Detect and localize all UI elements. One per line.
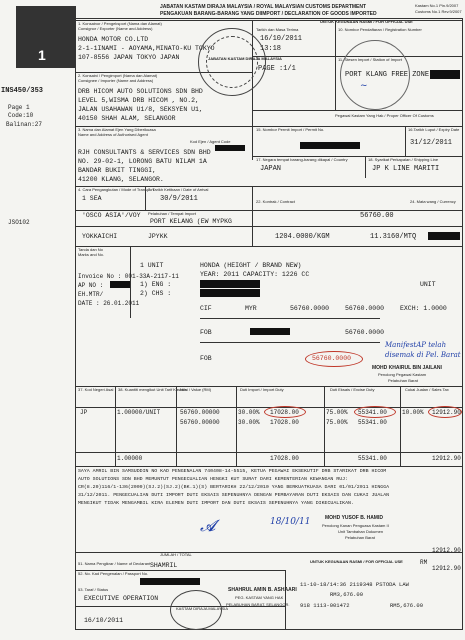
exchange-rate: EXCH: 1.0000	[400, 305, 447, 312]
received-date: 16/10/2011	[260, 35, 303, 43]
tax-circle	[428, 406, 462, 418]
contract-label: 22. Kontrak / Contract	[256, 199, 295, 204]
permit-label: 15. Nombor Permit Import / Permit No.	[256, 127, 325, 132]
declarant-status: EXECUTIVE OPERATION	[84, 595, 159, 602]
remark-line-1: SAYA AMRIL BIN SAMSUDDIN NO KAD PENGENALAN 740408-14-5515, KETUA PEGAWAI EKSEKUTIF DRB STARIKAT DRB HICOM	[78, 469, 387, 474]
shipping-line-label: 18. Syarikat Perkapalan / Shipping Line	[368, 157, 439, 162]
redaction	[110, 281, 130, 288]
port-of-loading: YOKKAICHI	[82, 233, 118, 240]
eh-number: EH.MTR/	[78, 291, 104, 298]
total-excise: 55341.00	[358, 455, 387, 462]
bottom-stamp-text: KASTAM DIRAJA MALAYSIA	[176, 606, 229, 611]
redaction	[200, 289, 260, 297]
grand-total-label: JUMLAH / TOTAL	[160, 552, 192, 557]
transport-mode: 1 SEA	[82, 195, 102, 202]
row1-duty-rate: 30.00%	[238, 409, 260, 416]
transport-label: 4. Cara Pengangkutan / Mode of Transport	[78, 187, 154, 192]
received-time: 13:18	[260, 45, 282, 53]
station-label: 11. Stesen Import / Station of Import	[338, 57, 402, 62]
grand-total-amount: 12912.90	[432, 565, 461, 572]
cif-label: CIF	[200, 305, 212, 312]
manifest-note-1: ManifestAP telah	[385, 341, 447, 349]
side-balinan: Balinan:27	[6, 121, 43, 128]
agent-label: 3. Nama dan Alamat Ejen Yang Diberikuasa	[78, 127, 156, 132]
total-quantity: 1.00000	[117, 455, 143, 462]
row1-excise-rate: 75.00%	[326, 409, 348, 416]
goods-description-1: HONDA (HEIGHT / BRAND NEW)	[200, 262, 302, 269]
package-count: 1 UNIT	[140, 262, 164, 269]
registration-number-label: 10. Nombor Pendaftaran / Registration Number	[338, 27, 422, 32]
signature: 𝓐	[200, 516, 216, 535]
customs-stamp-right	[340, 40, 410, 110]
approver-place: Pelabuhan Barat	[345, 535, 375, 540]
total-duty: 17028.00	[270, 455, 299, 462]
fob-amount-top: 56760.00	[360, 212, 394, 220]
redaction	[428, 232, 460, 240]
col-sales-tax-header: Cukai Jualan / Sales Tax	[405, 387, 449, 392]
fob-label: FOB	[200, 329, 212, 336]
grand-total-rm-label: RM	[420, 559, 428, 566]
cif-currency: MYR	[245, 305, 257, 312]
agent-name: RJH CONSULTANTS & SERVICES SDN BHD	[78, 149, 211, 156]
form-code-2: Customs No.1 Rev.9/2007	[415, 9, 462, 14]
row2-duty-amount: 17028.00	[270, 419, 299, 426]
redaction	[215, 145, 245, 151]
invoice-number: Invoice No : 001-33A-2117-11	[78, 273, 179, 280]
agent-address-2: BANDAR BUKIT TINGGI,	[78, 167, 157, 174]
signature-scribble: ~	[360, 81, 368, 91]
row2-value: 56760.00000	[180, 419, 220, 426]
row1-quantity: 1.00000/UNIT	[117, 409, 161, 416]
receipt-line-1: 11-10-18/14:36 2119348 PSTODA LAW	[300, 581, 409, 588]
declarant-name: SHAMRIL	[150, 562, 178, 569]
measurement: 11.3160/MTQ	[370, 233, 417, 241]
chassis-no-label: 2) CHS :	[140, 290, 172, 297]
col-origin-header: 37. Kod Negeri Asal	[78, 387, 114, 392]
unit-label: UNIT	[420, 281, 436, 288]
checking-officer-name: MOHD KHAIRUL BIN JAILANI	[372, 365, 442, 371]
side-ref: INS450/353	[1, 87, 44, 95]
declaration-date: 16/10/2011	[84, 617, 124, 624]
ap-number: AP NO :	[78, 282, 104, 289]
agent-code-label: Kod Ejen / Agent Code	[190, 139, 231, 144]
officer-stamp-name: SHAHRUL AMIN B. ASHAARI	[228, 587, 297, 593]
form-code: Kastam No.1 Pin.9/2007	[415, 3, 459, 8]
header-subtitle: PENGAKUAN BARANG-BARANG YANG DIIMPORT / DECLARATION OF GOODS IMPORTED	[160, 11, 377, 17]
consignee-address-1: LEVEL 5,WISMA DRB HICOM , NO.2,	[78, 97, 199, 104]
duty-circle	[264, 406, 306, 418]
receipt-line-3: 918 1113-001472	[300, 602, 350, 609]
customs-round-stamp-inner	[206, 36, 258, 88]
consignee-name: DRB HICOM AUTO SOLUTIONS SDN BHD	[78, 88, 203, 95]
passport-label: 52. No. Kad Pengenalan / Passport No.	[78, 571, 149, 576]
vessel-name: 'OSCO ASIA'/VOY	[82, 212, 141, 219]
received-date-label: Tarikh dan Masa Terima	[256, 27, 299, 32]
side-jso: JSO102	[8, 219, 30, 226]
invoice-date: DATE : 26.01.2011	[78, 300, 140, 307]
marks-label-2: Marks and No.	[78, 252, 105, 257]
remark-line-4: 31/12/2011. PENGECUALIAN DUTI IMPORT DUTI EKSAIS SEPENUHNYA DENGAN PEMBAYARAN DUTI EKSAIS DAN CUKAI JUALAN	[78, 493, 390, 498]
col-excise-header: Duti Eksais / Excise Duty	[330, 387, 375, 392]
officer-stamp-place: PELABUHAN BARAT, SELANGOR.	[226, 602, 290, 607]
proper-officer-label: Pegawai Kastam Yang Hak / Proper Officer Of Customs	[335, 113, 434, 118]
discharge-label: Pelabuhan / Tempat Import	[148, 211, 196, 216]
stamp-text: JABATAN KASTAM DIRAJA MALAYSIA	[208, 56, 282, 61]
total-sales-tax: 12912.90	[432, 455, 461, 462]
official-use-bottom: UNTUK KEGUNAAN RASMI / FOR OFFICIAL USE	[310, 559, 403, 564]
grand-total-tax: 12912.90	[432, 547, 461, 554]
row2-duty-rate: 30.00%	[238, 419, 260, 426]
approver-name: MOHD YUSOF B. HAMID	[325, 515, 383, 521]
remark-line-3: CR(8.20)116/1-136(2009)(SJ.2)(SJ.2)(BK.1)(S) BERTARIKH 22/12/2010 YANG BERKUATKUASA DARI 01/01/2011 HINGGA	[78, 485, 390, 490]
row1-value: 56760.00000	[180, 409, 220, 416]
side-page: Page 1	[8, 104, 30, 111]
expiry-label: 16.Tarikh Luput / Expiry Date	[408, 127, 460, 132]
shipping-line: JP K LINE MARITI	[372, 165, 440, 173]
arrival-label: 7. Tarikh Ketibaan / Date of Arrival	[148, 187, 209, 192]
row1-tax-rate: 10.00%	[402, 409, 424, 416]
port-of-discharge: PORT KELANG (EW MYPKG	[150, 218, 232, 225]
origin-country: JAPAN	[260, 165, 282, 173]
consignee-address-2: JALAN USAHAWAN U1/8, SEKSYEN U1,	[78, 106, 203, 113]
agent-address-1: NO. 29-02-1, LORONG BATU NILAM 1A	[78, 158, 207, 165]
fob-value: 56760.0000	[345, 329, 385, 336]
agent-label-2: Name and Address of Authorised Agent	[78, 132, 148, 137]
approver-title: Penolong Kanan Penguasa Kastam II	[322, 523, 389, 528]
consignor-label: 1. Konsainor / Pengeksport (Nama dan Alamat)	[78, 21, 162, 26]
row2-excise-amount: 55341.00	[358, 419, 387, 426]
row2-excise-rate: 75.00%	[326, 419, 348, 426]
redaction	[250, 328, 290, 335]
row1-tax-amount: 12912.90	[432, 409, 461, 416]
cif-value: 56760.0000	[290, 305, 330, 312]
approver-unit: Unit Tambahan Dokumen	[338, 529, 384, 534]
row1-duty-amount: 17028.00	[270, 409, 299, 416]
side-code: Code:10	[8, 112, 34, 119]
goods-description-2: YEAR: 2011 CAPACITY: 1226 CC	[200, 271, 310, 278]
officer-stamp-title: PEG. KASTAM YANG HAK	[235, 595, 284, 600]
cif-value-myr: 56760.0000	[345, 305, 385, 312]
consignee-label-2: Consignee / Importer (Name and Address)	[78, 78, 154, 83]
col-quantity-header: 38. Kuantiti mengikut Unit Tarif Kastam	[118, 387, 187, 392]
consignee-address-3: 40150 SHAH ALAM, SELANGOR	[78, 115, 176, 122]
marks-label: Tanda dan No	[78, 247, 103, 252]
currency-label: 24. Mata wang / Currency	[410, 199, 456, 204]
redaction	[200, 280, 260, 288]
form-number-block	[16, 6, 76, 68]
manifest-note-2: disemak di Pel. Barat	[385, 351, 461, 359]
consignee-label: 2. Konsaini / Pengimport (Nama dan Alamat)	[78, 73, 158, 78]
row1-origin: JP	[80, 409, 88, 416]
fob-label-2: FOB	[200, 355, 212, 362]
official-use-label: UNTUK KEGUNAAN RASMI / FOR OFFICIAL USE	[320, 19, 413, 24]
redaction	[140, 578, 200, 585]
declarant-label: 51. Nama Pengikrar / Name of Declarant	[78, 561, 151, 566]
arrival-date: 30/9/2011	[160, 195, 198, 203]
agent-address-3: 41200 KLANG, SELANGOR.	[78, 176, 164, 183]
receipt-line-4: RM5,676.00	[390, 602, 424, 609]
receipt-line-2: RM3,676.00	[330, 591, 364, 598]
consignor-address-1: 2-1-1INAMI - AOYAMA,MINATO-KU TOKYO	[78, 45, 215, 52]
row1-excise-amount: 55341.00	[358, 409, 387, 416]
excise-circle	[354, 406, 396, 418]
gross-weight: 1204.0000/KGM	[275, 233, 330, 241]
checking-officer-title: Penolong Pegawai Kastam	[378, 372, 427, 377]
checking-officer-place: Pelabuhan Barat	[388, 378, 418, 383]
fob-circled-value: 56760.0000	[312, 355, 352, 362]
expiry-date: 31/12/2011	[410, 139, 453, 147]
status-label: 53. Taraf / Status	[78, 587, 109, 592]
consignor-address-2: 107-8556 JAPAN TOKYO JAPAN	[78, 54, 180, 61]
form-number: 1	[38, 47, 46, 63]
page-indicator: PAGE :1/1	[258, 65, 296, 73]
remark-line-2: AUTO SOLUTIONS SDN BHD MEMUNTUT PENGECUALIAN HENGKI KUT SURAT DARI KEMENTERIAN KEWANGAN RUJ:	[78, 477, 349, 482]
origin-label: 17. Negara tempat barang-barang dikapal / Country	[256, 157, 348, 162]
station-of-import: PORT KLANG FREE ZONE	[345, 71, 430, 79]
remark-line-5: MENGIKUT TIDAK MENGAMBIL KIRA ELEMEN DUTI IMPORT DAN DUTI EKSAIS SEPENUHNYA YANG DIKECUALIKAN.	[78, 501, 354, 506]
port-of-loading-code: JPYKK	[148, 233, 168, 240]
redaction	[300, 142, 360, 149]
consignor-name: HONDA MOTOR CO.LTD	[78, 36, 149, 43]
col-value-header: Nilai / Value (RM)	[180, 387, 212, 392]
header-title: JABATAN KASTAM DIRAJA MALAYSIA / ROYAL MALAYSIAN CUSTOMS DEPARTMENT	[160, 4, 367, 10]
engine-no-label: 1) ENG :	[140, 281, 172, 288]
consignor-label-2: Consignor / Exporter (Name and Address)	[78, 26, 153, 31]
redaction	[430, 70, 460, 79]
approver-date-handwritten: 18/10/11	[270, 517, 311, 527]
col-import-duty-header: Duti Import / Import Duty	[240, 387, 284, 392]
